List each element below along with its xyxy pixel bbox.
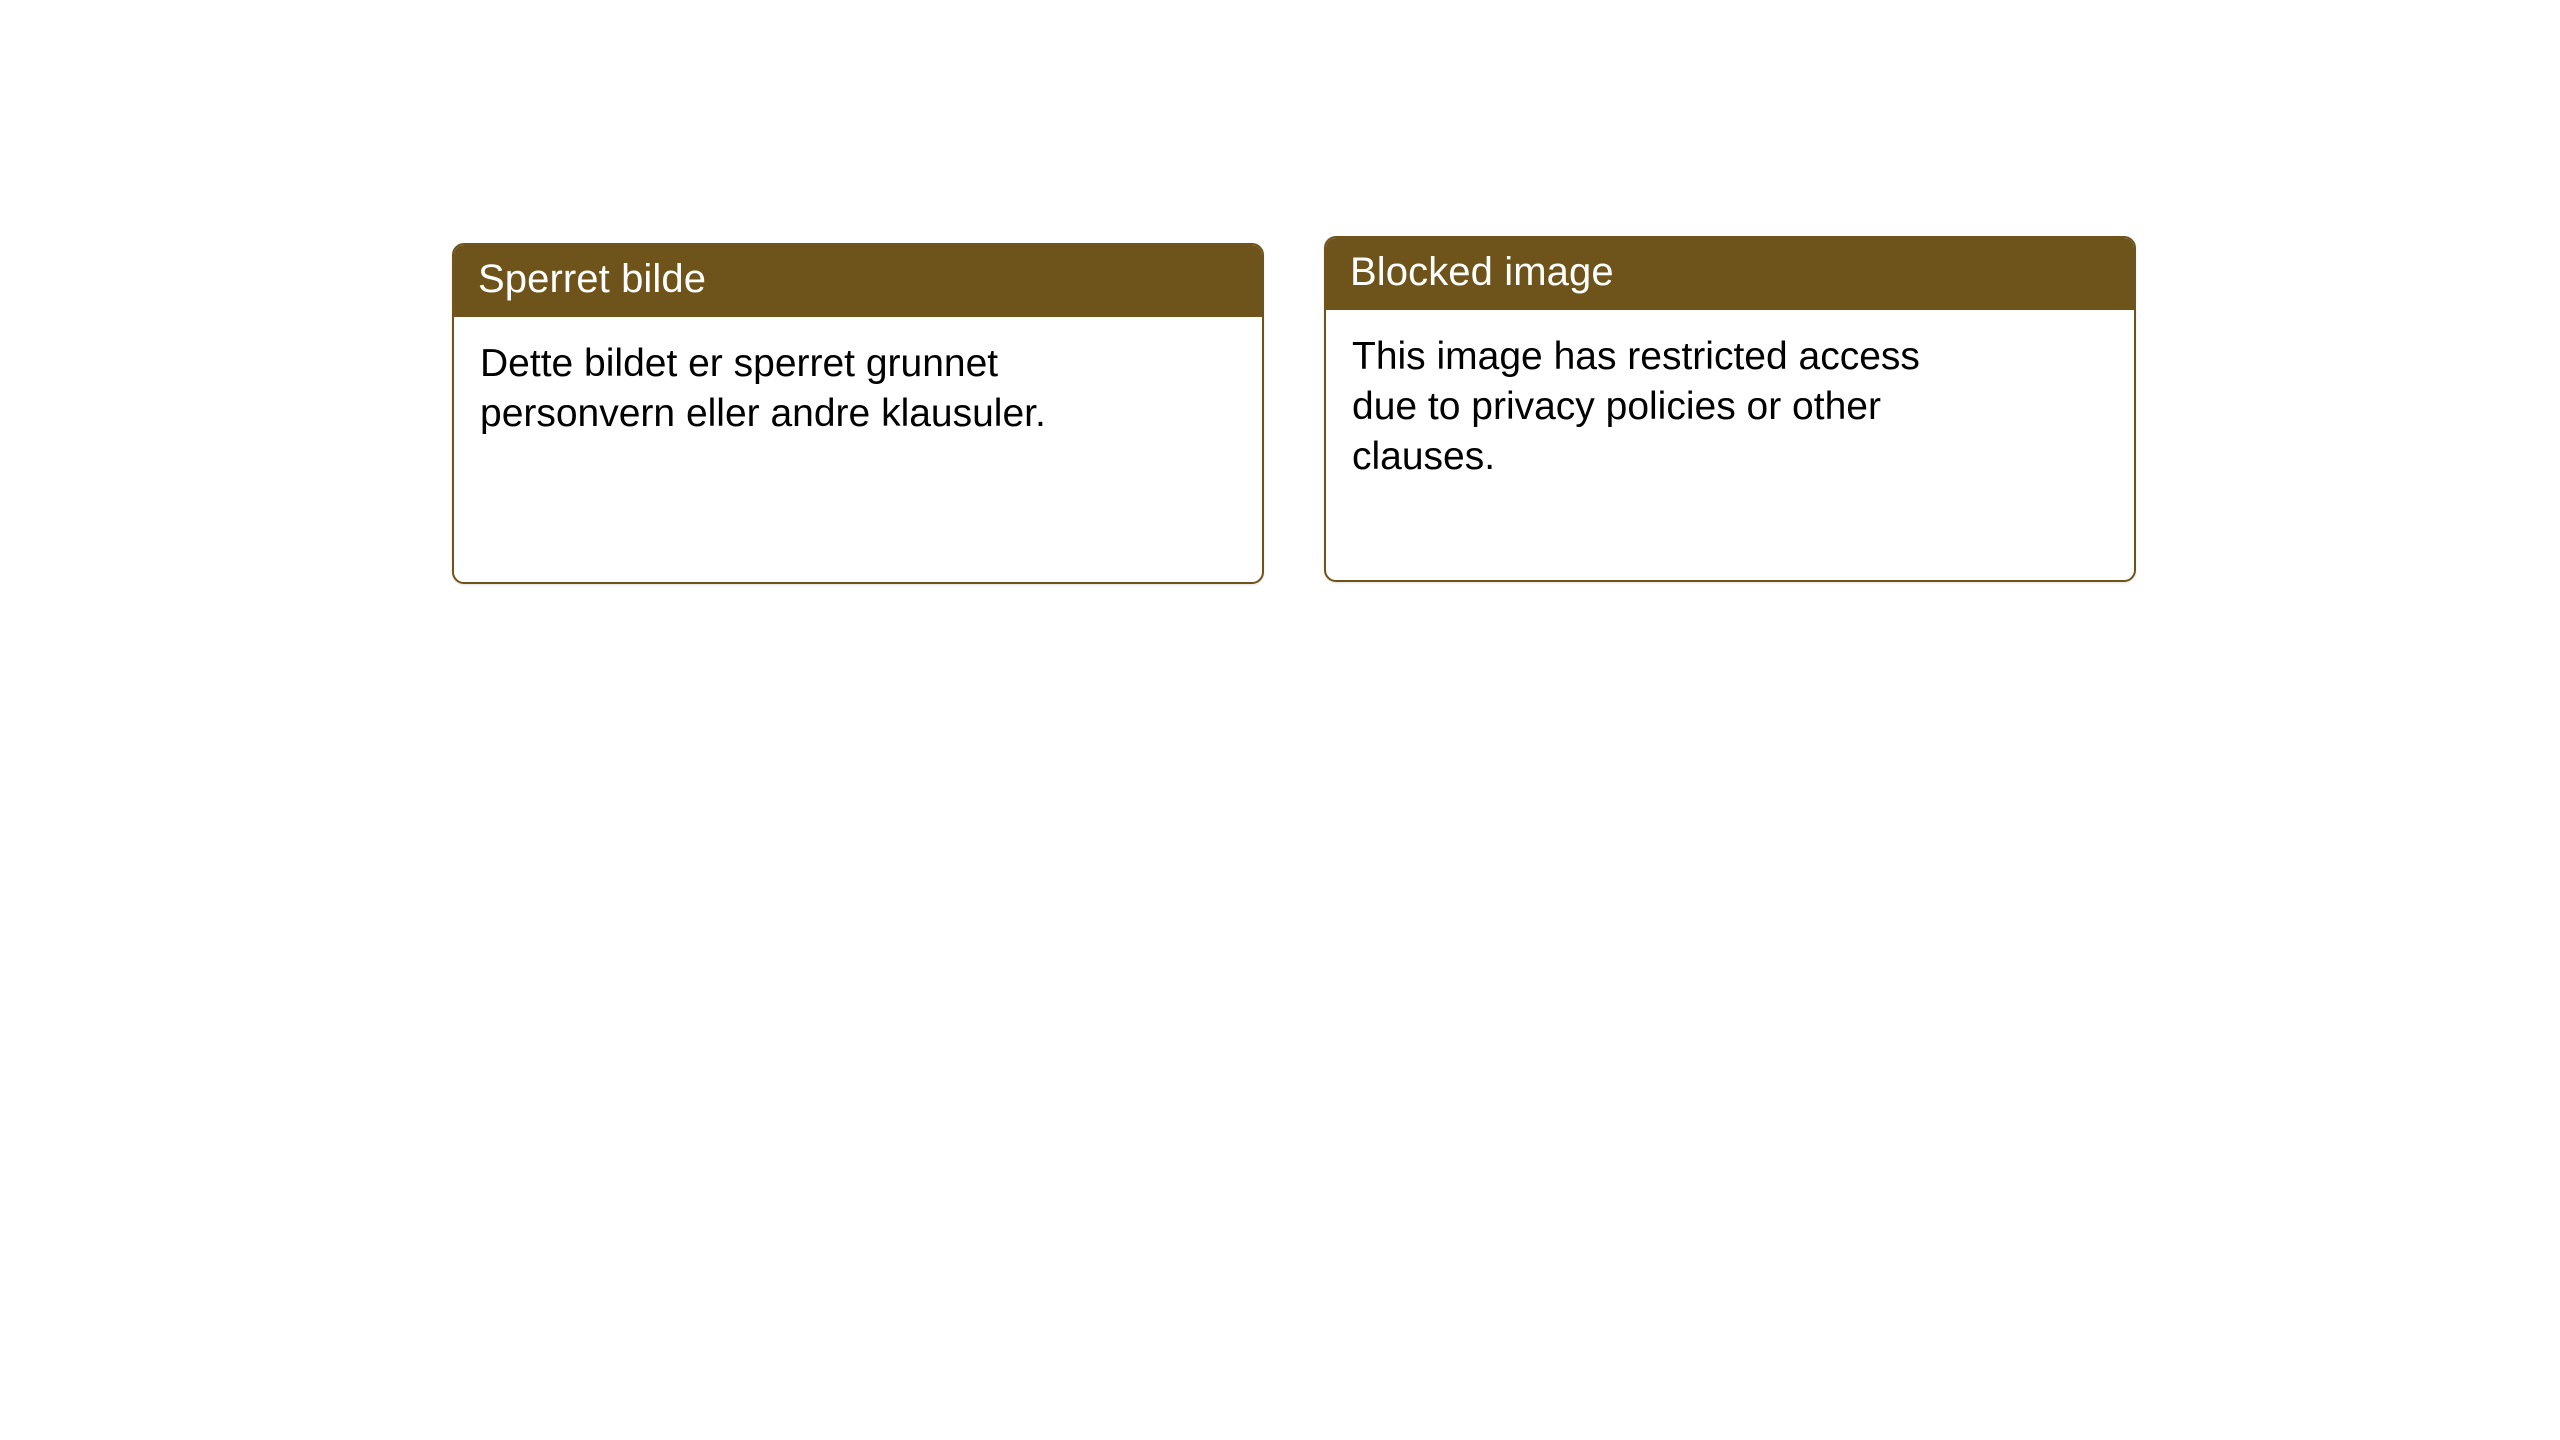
notice-card-message: Dette bildet er sperret grunnet personvern eller andre klausuler.	[480, 342, 1046, 435]
blocked-image-notice-card-norwegian	[452, 243, 1264, 584]
notice-card-message: This image has restricted access due to privacy policies or other clauses.	[1352, 335, 1920, 478]
blocked-image-notice-card-english	[1324, 236, 2136, 582]
notice-card-title: Sperret bilde	[454, 245, 1262, 317]
notice-card-title: Blocked image	[1326, 238, 2134, 310]
